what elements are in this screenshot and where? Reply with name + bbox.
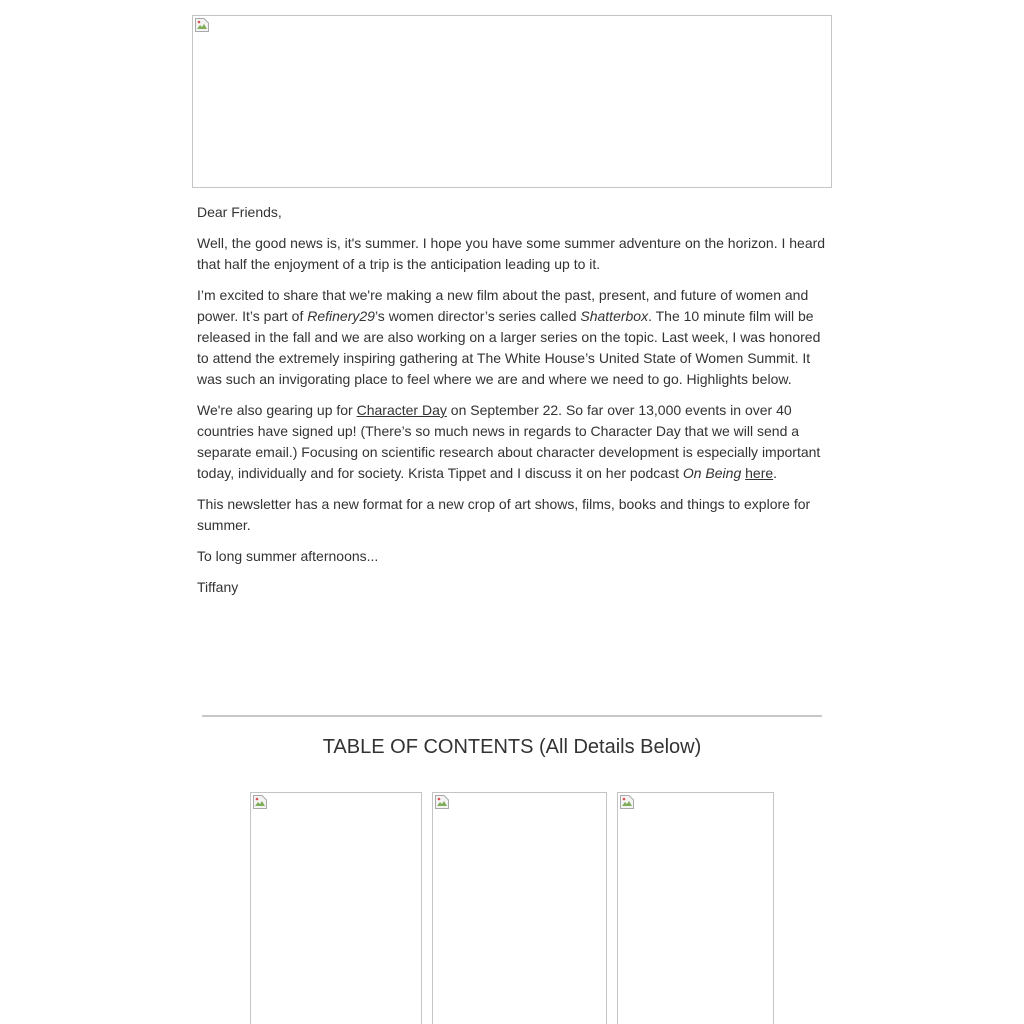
header-banner-image: [192, 15, 832, 188]
section-divider: [202, 715, 822, 717]
letter-closing: To long summer afternoons...: [197, 548, 379, 564]
on-being-italic: On Being: [682, 465, 742, 481]
letter-paragraph-character-day: [197, 400, 831, 484]
text-span: .: [773, 465, 778, 481]
shatterbox-italic: Shatterbox: [580, 308, 649, 324]
letter-body: [197, 202, 831, 608]
refinery29-italic: Refinery29: [307, 308, 375, 324]
character-day-link[interactable]: Character Day: [356, 402, 447, 418]
letter-paragraph-film: [197, 285, 831, 390]
text-span: on September 22. So far over 13,000 events in over 40 countries have signed up! (There’s so much news in regards to Character Day that we will send a separate email.) Focusing on scientific research about character development is especially important today, individually and for society. Krista Tippet and I discuss it on her podcast: [197, 402, 821, 481]
broken-image-icon: [434, 794, 450, 810]
broken-image-icon: [252, 794, 268, 810]
toc-image-2[interactable]: [432, 792, 607, 1024]
toc-image-1[interactable]: [250, 792, 422, 1024]
podcast-here-link[interactable]: here: [745, 465, 774, 481]
text-span: We're also gearing up for: [197, 402, 357, 418]
text-span: I’m excited to share that we're making a new film about the past, present, and future of women and power. It’s part of: [197, 287, 809, 324]
letter-paragraph-newsletter: This newsletter has a new format for a new crop of art shows, films, books and things to explore for summer.: [197, 496, 811, 533]
text-span: . The 10 minute film will be released in the fall and we are also working on a larger series on the topic. Last week, I was honored to attend the extremely inspiring gathering at The White House’s United State of Women Summit. It was such an invigorating place to feel where we are and where we need to go. Highlights below.: [197, 308, 821, 387]
text-span: ’s women director’s series called: [374, 308, 581, 324]
broken-image-icon: [619, 794, 635, 810]
broken-image-icon: [194, 17, 210, 33]
letter-greeting: Dear Friends,: [197, 204, 282, 220]
letter-signature: Tiffany: [197, 579, 239, 595]
toc-image-3[interactable]: [617, 792, 774, 1024]
toc-heading: TABLE OF CONTENTS (All Details Below): [322, 736, 702, 758]
letter-paragraph-summer: Well, the good news is, it's summer. I hope you have some summer adventure on the horizon. I heard that half the enjoyment of a trip is the anticipation leading up to it.: [197, 235, 826, 272]
